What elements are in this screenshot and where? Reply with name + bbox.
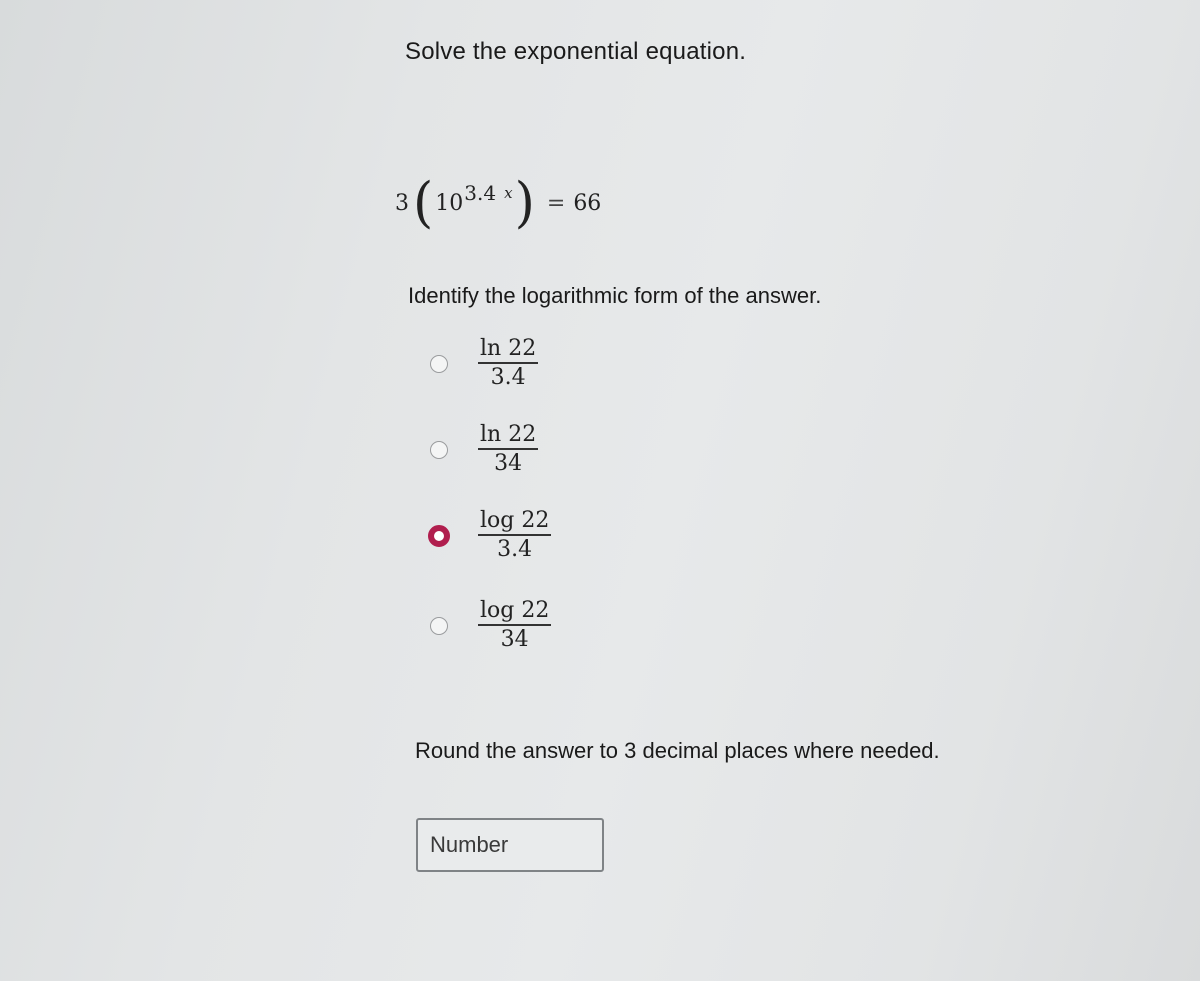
answer-number-input[interactable] [416,818,604,872]
left-paren: ( [413,171,434,235]
fraction-numerator: log 22 [480,598,550,623]
fraction-denominator: 34 [500,626,529,652]
equation-equals: = [546,190,566,216]
equation-exponent: 3.4 [464,181,497,205]
choice-option-2[interactable] [430,422,538,477]
fraction-numerator: ln 22 [480,336,537,361]
fraction-denominator: 34 [494,450,523,476]
fraction-numerator: log 22 [480,508,550,533]
fraction-denominator: 3.4 [497,536,533,562]
radio-button[interactable] [430,355,448,373]
choice-option-4[interactable] [430,598,551,653]
equation-base: 10 [435,190,464,216]
right-paren: ) [514,171,535,235]
equation-rhs: 66 [573,190,602,216]
fraction-denominator: 3.4 [490,364,526,390]
choice-prompt: Identify the logarithmic form of the answer. [408,283,822,308]
exponential-equation [395,168,601,238]
choice-fraction [478,336,538,391]
choice-fraction [478,508,551,563]
choice-option-1[interactable] [430,336,538,391]
rounding-instruction: Round the answer to 3 decimal places where needed. [415,738,940,763]
fraction-numerator: ln 22 [480,422,537,447]
radio-button-selected[interactable] [428,525,450,547]
choice-option-3[interactable] [428,508,551,563]
equation-variable: x [504,184,513,202]
choice-fraction [478,422,538,477]
equation-coefficient: 3 [395,190,409,216]
question-title: Solve the exponential equation. [405,38,747,65]
choice-fraction [478,598,551,653]
radio-button[interactable] [430,617,448,635]
radio-button[interactable] [430,441,448,459]
